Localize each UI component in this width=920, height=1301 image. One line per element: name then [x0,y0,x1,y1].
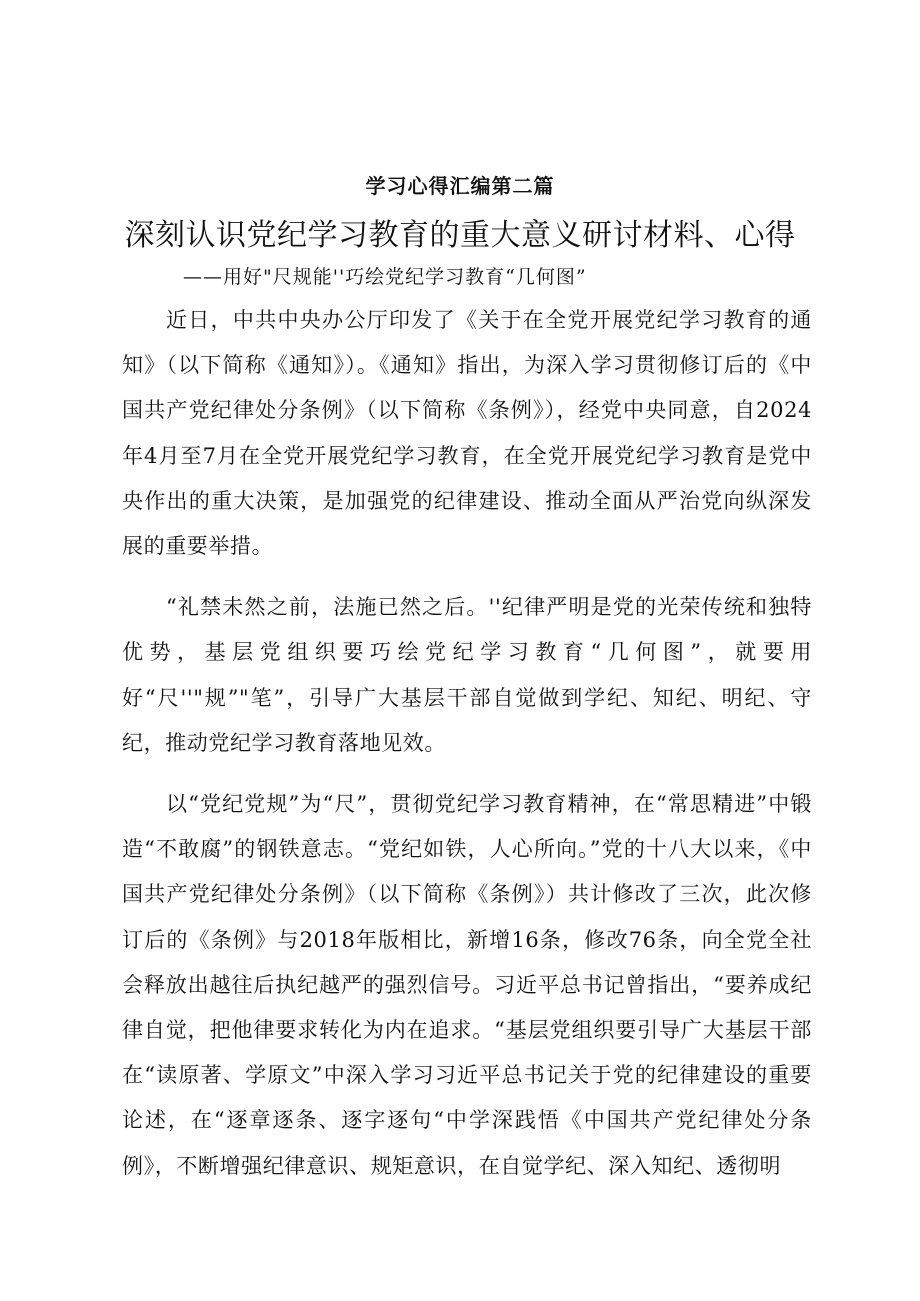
paragraph-2: “礼禁未然之前，法施已然之后。''纪律严明是党的光荣传统和独特优势，基层党组织要巧绘党纪学习教育“几何图”，就要用好“尺''"规”"笔”，引导广大基层干部自觉做到学纪、知纪、明纪、守纪，推动党纪学习教育落地见效。 [122,595,812,755]
body-text [122,298,812,1205]
paragraph-3: 以“党纪党规”为“尺”，贯彻党纪学习教育精神，在“常思精进”中锻造“不敢腐”的钢铁意志。“党纪如铁，人心所向。”党的十八大以来，《中国共产党纪律处分条例》（以下简称《条例》）共计修改了三次，此次修订后的《条例》与2018年版相比，新增16条，修改76条，向全党全社会释放出越往后执纪越严的强烈信号。习近平总书记曾指出，“要养成纪律自觉，把他律要求转化为内在追求。“基层党组织要引导广大基层干部在“读原著、学原文”中深入学习习近平总书记关于党的纪律建设的重要论述，在“逐章逐条、逐字逐句“中学深践悟《中国共产党纪律处分条例》，不断增强纪律意识、规矩意识，在自觉学纪、深入知纪、透彻明 [122,792,812,1178]
paragraph-1: 近日，中共中央办公厅印发了《关于在全党开展党纪学习教育的通知》（以下简称《通知》）。《通知》指出，为深入学习贯彻修订后的《中国共产党纪律处分条例》（以下简称《条例》），经党中央同意，自2024年4月至7月在全党开展党纪学习教育，在全党开展党纪学习教育是党中央作出的重大决策，是加强党的纪律建设、推动全面从严治党向纵深发展的重要举措。 [122,308,812,559]
series-title: 学习心得汇编第二篇 [365,174,555,198]
subtitle: ——用好"尺规能''巧绘党纪学习教育“几何图” [183,266,587,288]
page-title: 深刻认识党纪学习教育的重大意义研讨材料、心得 [124,218,796,253]
